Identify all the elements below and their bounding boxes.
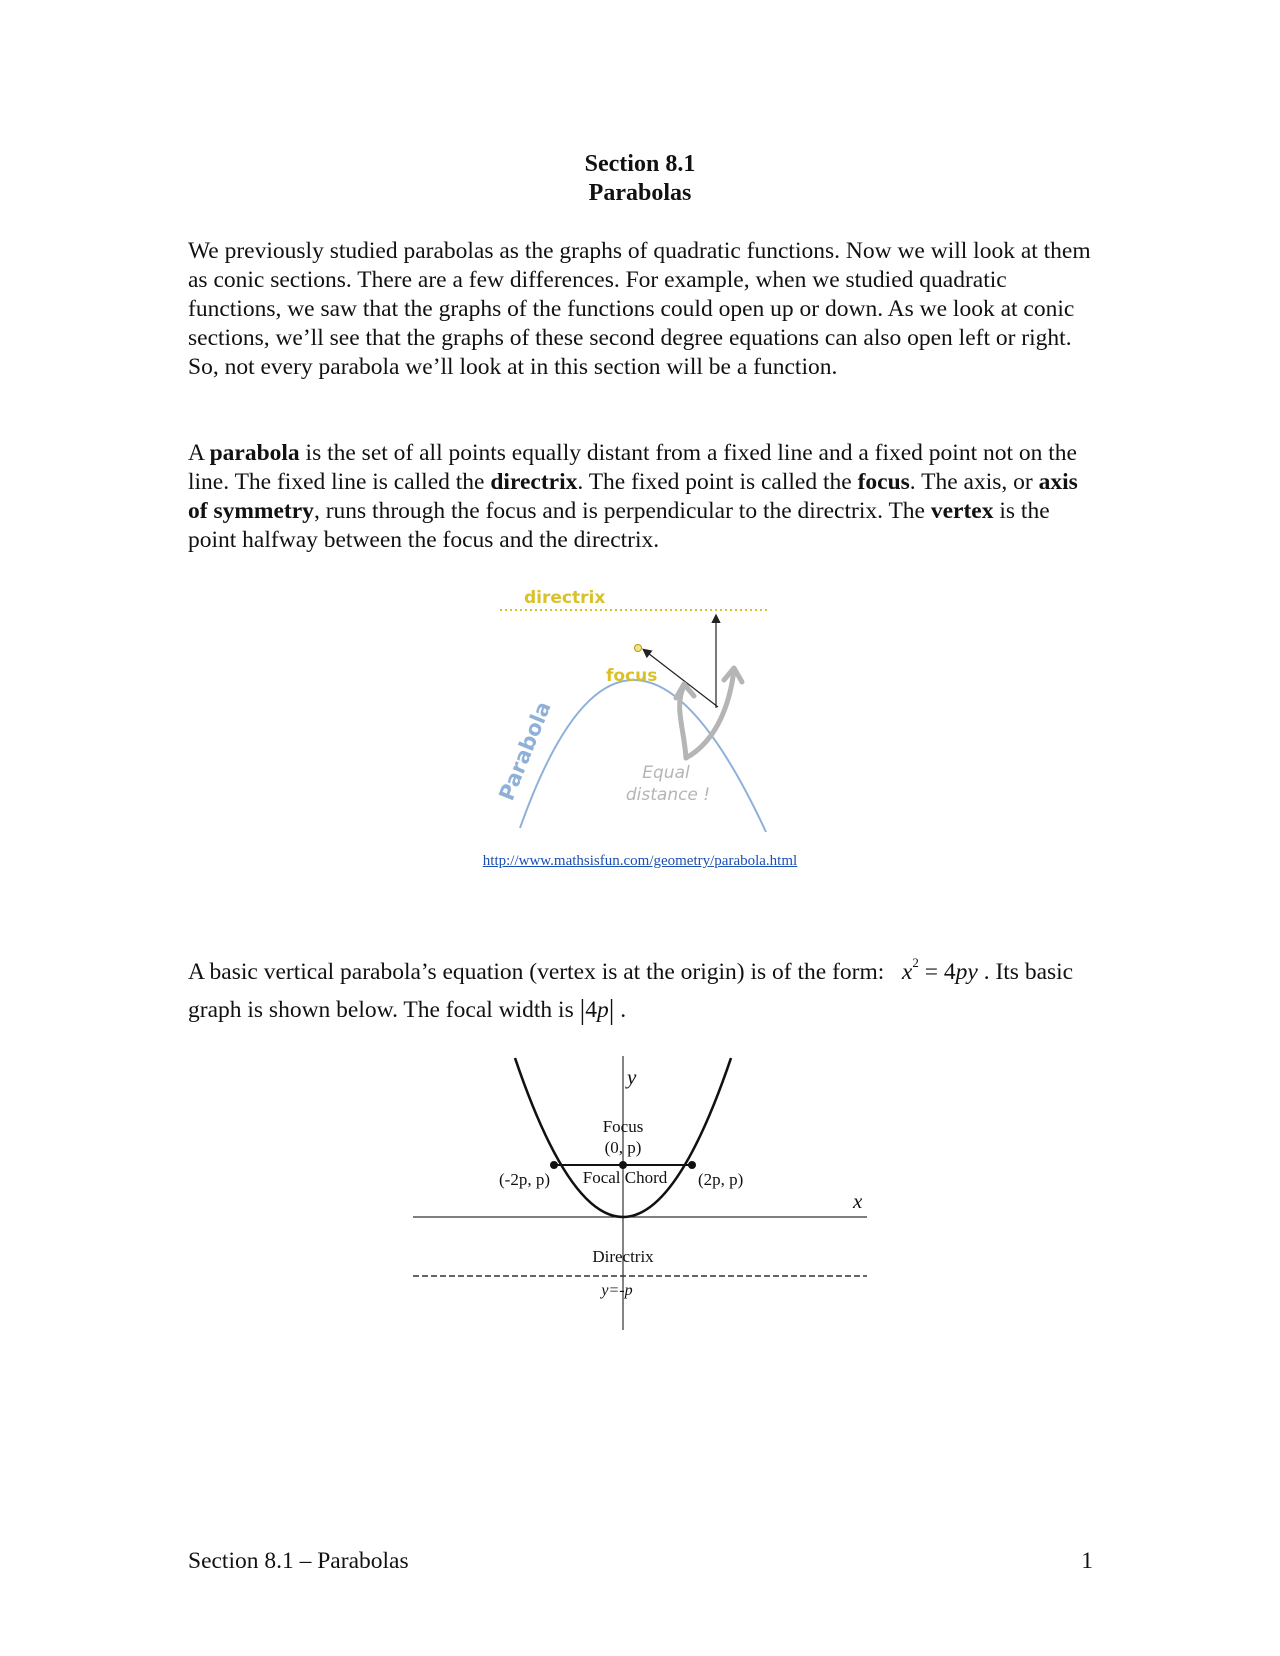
definition-text: A <box>188 440 210 466</box>
parabola-label: Parabola <box>494 698 556 804</box>
focus-coordinate: (0, p) <box>604 1138 642 1157</box>
definition-text: is the point halfway between the focus and the directrix. <box>188 498 1050 553</box>
definition-text: is the set of all points equally distant from a fixed line and a fixed point not on the line. The fixed line is called the <box>188 440 1077 495</box>
abs-bar-left: | <box>579 995 586 1026</box>
x-axis-label: x <box>853 1189 863 1213</box>
definition-paragraph <box>188 439 1093 555</box>
focal-chord-label: Focal Chord <box>582 1168 668 1187</box>
focus-label: focus <box>606 666 658 686</box>
equation-exponent: 2 <box>912 955 919 970</box>
equation-text: A basic vertical parabola’s equation (vertex is at the origin) is of the form: <box>188 959 885 985</box>
intro-paragraph: We previously studied parabolas as the graphs of quadratic functions. Now we will look at them as conic sections. There are a few differences. For example, when we studied quadratic functions, we saw that the graphs of the functions could open up or down. As we look at conic sections, we’ll see that the graphs of these second degree equations can also open left or right. So, not every parabola we’ll look at in this section will be a function. <box>188 238 1091 380</box>
footer-section-title: Section 8.1 – Parabolas <box>188 1548 409 1574</box>
section-topic: Parabolas <box>588 180 692 206</box>
term-parabola: parabola <box>209 440 300 466</box>
term-vertex: vertex <box>930 498 994 524</box>
equation-paragraph <box>188 953 1093 1030</box>
right-point-label: (2p, p) <box>698 1170 744 1189</box>
definition-text: , runs through the focus and is perpendicular to the directrix. The <box>313 498 931 524</box>
parabola-definition-figure <box>488 580 778 838</box>
definition-text: . The fixed point is called the <box>577 469 858 495</box>
directrix-label: Directrix <box>592 1247 654 1266</box>
abs-number: 4 <box>585 997 597 1023</box>
directrix-label: directrix <box>524 588 606 608</box>
abs-bar-right: | <box>608 995 615 1026</box>
page-title <box>0 150 1280 208</box>
source-link[interactable]: http://www.mathsisfun.com/geometry/parabola.html <box>482 853 798 869</box>
focus-label: Focus <box>602 1117 644 1136</box>
equation-equals: = 4 <box>918 959 956 985</box>
left-chord-point <box>550 1161 558 1169</box>
abs-variable: p <box>596 997 609 1023</box>
right-chord-point <box>688 1161 696 1169</box>
equation-py: py <box>955 959 978 985</box>
equal-label-line2: distance ! <box>625 785 711 805</box>
footer-page-number: 1 <box>1081 1548 1093 1574</box>
definition-text: . The axis, or <box>909 469 1039 495</box>
equal-label-line1: Equal <box>642 763 690 783</box>
focus-point <box>635 645 642 652</box>
term-focus: focus <box>857 469 910 495</box>
directrix-equation: y=-p <box>601 1282 633 1299</box>
equal-arrow-left <box>680 686 686 758</box>
vertical-parabola-graph <box>405 1052 875 1332</box>
term-axis-of-symmetry: axis of symmetry <box>188 469 1078 524</box>
term-directrix: directrix <box>490 469 578 495</box>
equation-text: . Its basic graph is shown below. The focal width is <box>188 959 1074 1023</box>
equation-x: x <box>901 959 913 985</box>
y-axis-label: y <box>627 1065 637 1089</box>
section-number: Section 8.1 <box>584 151 696 177</box>
equation-text: . <box>614 997 627 1023</box>
left-point-label: (-2p, p) <box>499 1170 550 1189</box>
